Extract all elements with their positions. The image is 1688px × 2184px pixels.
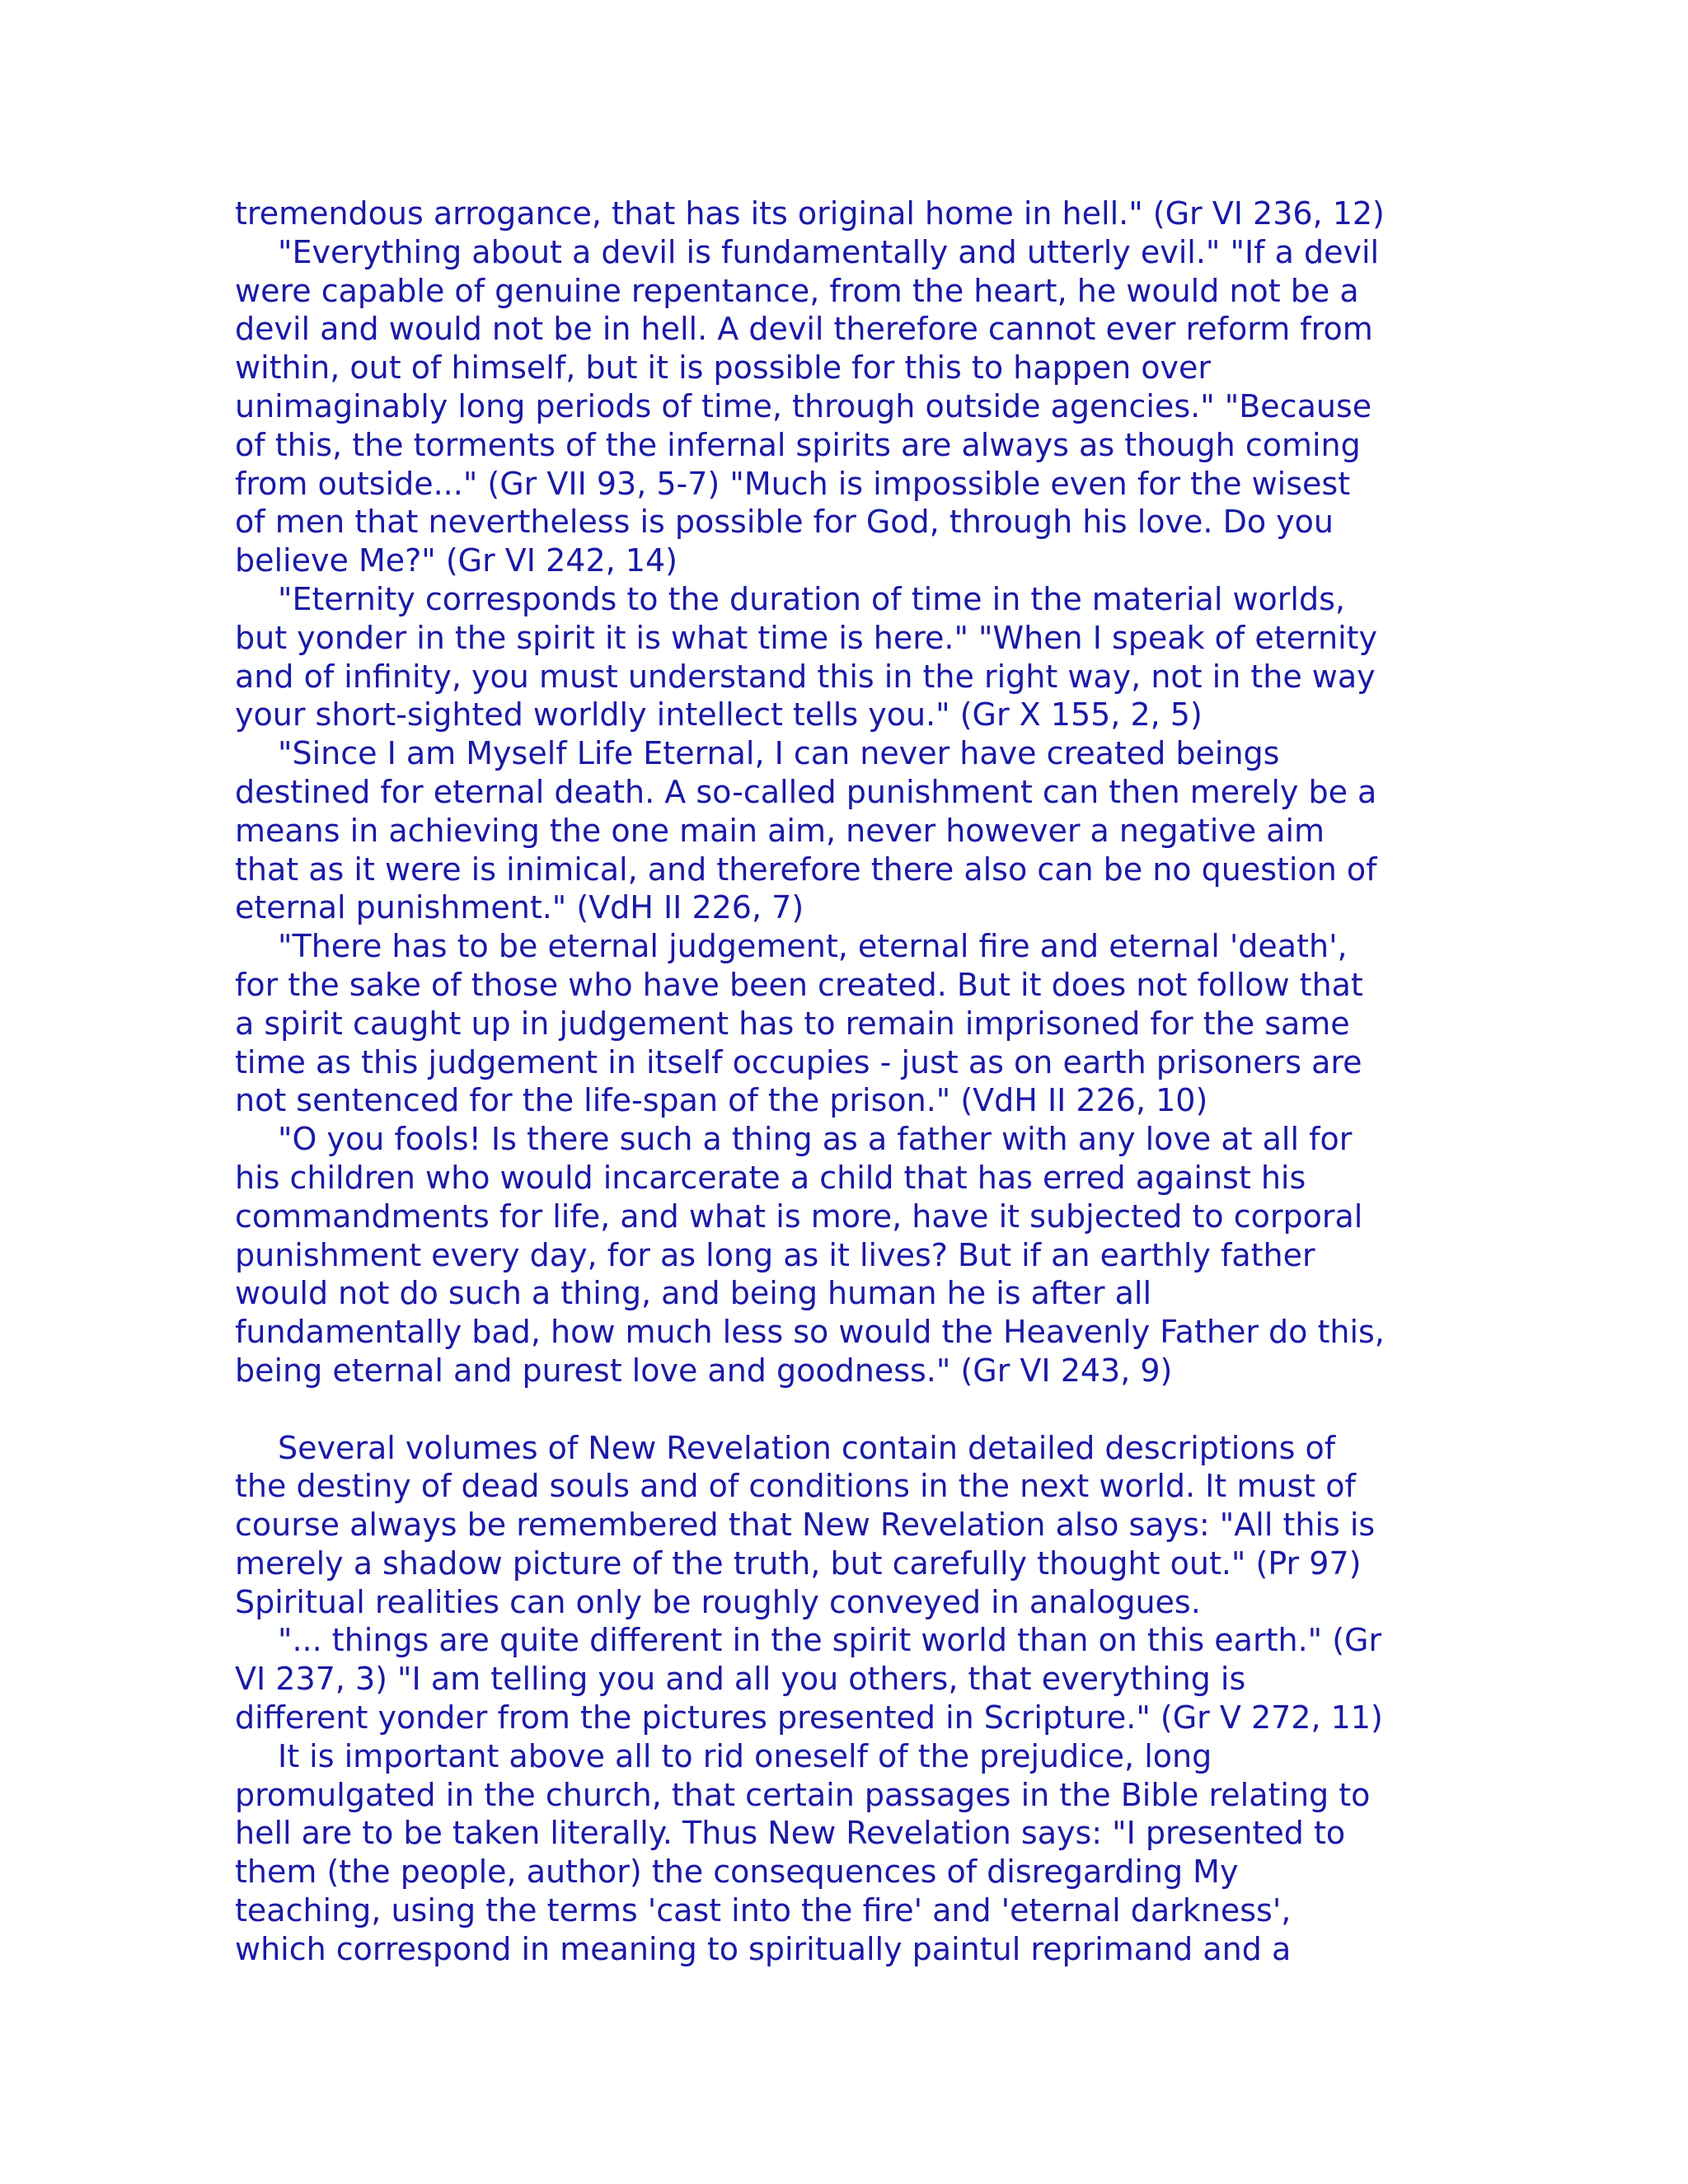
text-line: destined for eternal death. A so-called punishment can then merely be a <box>235 773 1377 810</box>
paragraph <box>235 233 1471 580</box>
text-line: hell are to be taken literally. Thus New Revelation says: "I presented to <box>235 1815 1346 1852</box>
text-line: for the sake of those who have been created. But it does not follow that <box>235 966 1363 1003</box>
text-line: eternal punishment." (VdH II 226, 7) <box>235 889 804 926</box>
text-line: promulgated in the church, that certain passages in the Bible relating to <box>235 1776 1371 1813</box>
text-line: means in achieving the one main aim, never however a negative aim <box>235 812 1325 849</box>
text-line: Several volumes of New Revelation contain detailed descriptions of <box>278 1429 1336 1466</box>
text-line: of this, the torments of the infernal spirits are always as though coming <box>235 426 1361 463</box>
text-line: but yonder in the spirit it is what time is here." "When I speak of eternity <box>235 619 1378 656</box>
text-line: the destiny of dead souls and of conditions in the next world. It must of <box>235 1468 1356 1505</box>
text-line: them (the people, author) the consequences of disregarding My <box>235 1854 1239 1891</box>
paragraph <box>235 580 1471 734</box>
text-line: fundamentally bad, how much less so would the Heavenly Father do this, <box>235 1314 1385 1351</box>
text-line: of men that nevertheless is possible for God, through his love. Do you <box>235 504 1334 541</box>
text-line: "O you fools! Is there such a thing as a father with any love at all for <box>278 1121 1353 1158</box>
paragraph <box>235 927 1471 1120</box>
text-line: Spiritual realities can only be roughly conveyed in analogues. <box>235 1583 1201 1620</box>
text-line: "Everything about a devil is fundamentally and utterly evil." "If a devil <box>278 233 1380 270</box>
text-line: were capable of genuine repentance, from the heart, he would not be a <box>235 272 1359 309</box>
text-line: commandments for life, and what is more, have it subjected to corporal <box>235 1197 1363 1235</box>
text-line: "Since I am Myself Life Eternal, I can never have created beings <box>278 735 1280 772</box>
text-line: merely a shadow picture of the truth, but carefully thought out." (Pr 97) <box>235 1544 1362 1582</box>
paragraph <box>235 194 1471 233</box>
text-line: and of infinity, you must understand this in the right way, not in the way <box>235 658 1376 695</box>
text-line: time as this judgement in itself occupies - just as on earth prisoners are <box>235 1043 1362 1080</box>
text-line: teaching, using the terms 'cast into the fire' and 'eternal darkness', <box>235 1892 1292 1929</box>
text-line: devil and would not be in hell. A devil therefore cannot ever reform from <box>235 311 1373 348</box>
text-line: It is important above all to rid oneself of the prejudice, long <box>278 1737 1212 1774</box>
text-line: would not do such a thing, and being human he is after all <box>235 1275 1152 1312</box>
paragraph <box>235 1429 1471 1622</box>
paragraph <box>235 1621 1471 1736</box>
paragraph <box>235 1120 1471 1390</box>
text-line: course always be remembered that New Revelation also says: "All this is <box>235 1507 1376 1544</box>
text-line: a spirit caught up in judgement has to remain imprisoned for the same <box>235 1005 1350 1042</box>
text-line: being eternal and purest love and goodness." (Gr VI 243, 9) <box>235 1352 1173 1389</box>
text-line: punishment every day, for as long as it lives? But if an earthly father <box>235 1236 1315 1273</box>
text-line: from outside..." (Gr VII 93, 5-7) "Much is impossible even for the wisest <box>235 465 1351 502</box>
text-line: your short-sighted worldly intellect tells you." (Gr X 155, 2, 5) <box>235 696 1203 733</box>
text-line: VI 237, 3) "I am telling you and all you others, that everything is <box>235 1661 1246 1698</box>
text-line: that as it were is inimical, and therefore there also can be no question of <box>235 851 1377 888</box>
text-line: "... things are quite different in the spirit world than on this earth." (Gr <box>278 1622 1382 1659</box>
text-line: "There has to be eternal judgement, eternal fire and eternal 'death', <box>278 928 1348 965</box>
paragraph-spacer <box>235 1390 1471 1429</box>
text-line: his children who would incarcerate a child that has erred against his <box>235 1159 1306 1196</box>
text-line: "Eternity corresponds to the duration of time in the material worlds, <box>278 580 1345 617</box>
paragraph <box>235 734 1471 927</box>
text-line: unimaginably long periods of time, through outside agencies." "Because <box>235 387 1372 424</box>
text-line: within, out of himself, but it is possible for this to happen over <box>235 349 1212 387</box>
text-line: not sentenced for the life-span of the prison." (VdH II 226, 10) <box>235 1082 1208 1119</box>
text-line: which correspond in meaning to spiritually paintul reprimand and a <box>235 1930 1292 1967</box>
text-line: different yonder from the pictures presented in Scripture." (Gr V 272, 11) <box>235 1699 1383 1736</box>
document-body <box>235 194 1471 1969</box>
text-line: believe Me?" (Gr VI 242, 14) <box>235 542 678 579</box>
paragraph <box>235 1737 1471 1969</box>
text-line: tremendous arrogance, that has its original home in hell." (Gr VI 236, 12) <box>235 195 1385 232</box>
